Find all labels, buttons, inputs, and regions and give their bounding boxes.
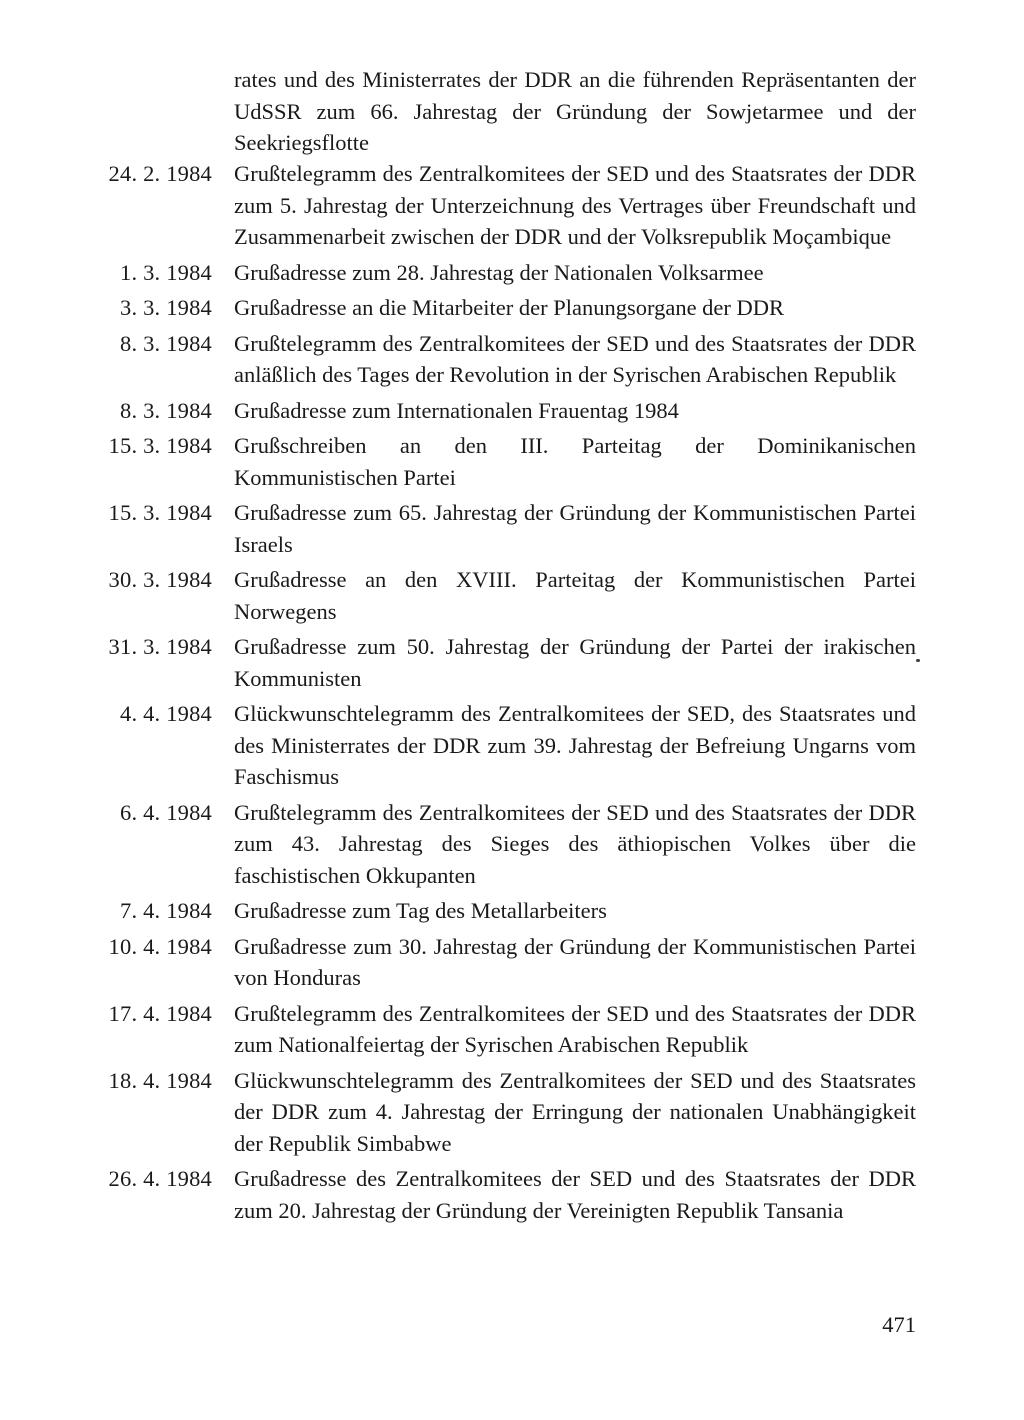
entry-text: Grußtelegramm des Zentralkomitees der SED und des Staatsrates der DDR zum 5. Jahrestag der Unterzeichnung des Vertrages über Freundschaft und Zusammenarbeit zwischen der DDR und der Volksrepublik Moçambique — [234, 161, 916, 249]
list-item — [94, 430, 916, 493]
list-item — [94, 257, 916, 289]
entry-date: 18. 4. 1984 — [108, 1067, 212, 1093]
entry-text: Grußtelegramm des Zentralkomitees der SED und des Staatsrates der DDR zum 43. Jahrestag des Sieges des äthiopischen Volkes über die faschistischen Okkupanten — [234, 799, 916, 888]
entry-date: 30. 3. 1984 — [108, 567, 212, 592]
entry-date: 15. 3. 1984 — [108, 433, 212, 458]
entry-date: 24. 2. 1984 — [108, 161, 212, 186]
entry-date: 3. 3. 1984 — [120, 295, 212, 320]
entry-text: Glückwunschtelegramm des Zentralkomitees der SED, des Staatsrates und des Ministerrates der DDR zum 39. Jahrestag der Befreiung Ungarns vom Faschismus — [234, 701, 916, 789]
entry-date: 17. 4. 1984 — [108, 1000, 212, 1026]
entry-text: Grußadresse zum 28. Jahrestag der Nationalen Volksarmee — [234, 259, 764, 285]
entry-text: Grußadresse zum Tag des Metallarbeiters — [234, 898, 607, 923]
entry-date: 8. 3. 1984 — [120, 330, 212, 356]
entry-date: 15. 3. 1984 — [108, 500, 212, 525]
entry-text: Grußadresse an die Mitarbeiter der Planungsorgane der DDR — [234, 295, 785, 320]
list-item — [94, 631, 916, 694]
list-item — [94, 931, 916, 994]
entry-text: Grußtelegramm des Zentralkomitees der SED und des Staatsrates der DDR anläßlich des Tages der Revolution in der Syrischen Arabischen Republik — [234, 330, 916, 387]
print-speck — [916, 659, 920, 662]
entry-date: 6. 4. 1984 — [120, 799, 212, 825]
entry-text: Glückwunschtelegramm des Zentralkomitees der SED und des Staatsrates der DDR zum 4. Jahrestag der Erringung der nationalen Unabhängigkeit der Republik Simbabwe — [234, 1067, 916, 1156]
list-item — [94, 328, 916, 391]
entry-date: 7. 4. 1984 — [120, 898, 212, 923]
chronology-list — [94, 158, 916, 1230]
list-item — [94, 564, 916, 627]
list-item — [94, 1163, 916, 1226]
entry-text: Grußadresse zum 50. Jahrestag der Gründung der Partei der irakischen Kommunisten — [234, 634, 916, 691]
list-item — [94, 158, 916, 253]
entry-text: Grußadresse des Zentralkomitees der SED und des Staatsrates der DDR zum 20. Jahrestag der Gründung der Vereinigten Republik Tansania — [234, 1166, 916, 1223]
entry-date: 8. 3. 1984 — [120, 397, 212, 423]
entry-date: 31. 3. 1984 — [108, 634, 212, 659]
list-item — [94, 1065, 916, 1160]
continuation-text: rates und des Ministerrates der DDR an die führenden Repräsentanten der UdSSR zum 66. Jahrestag der Gründung der Sowjetarmee und der Seekriegsflotte — [234, 67, 916, 155]
entry-text: Grußadresse zum 65. Jahrestag der Gründung der Kommunistischen Partei Israels — [234, 500, 916, 557]
page-number: 471 — [882, 1312, 916, 1337]
list-item — [94, 998, 916, 1061]
list-item — [94, 895, 916, 927]
entry-date: 10. 4. 1984 — [108, 933, 212, 959]
list-item — [94, 698, 916, 793]
entry-date: 26. 4. 1984 — [108, 1166, 212, 1191]
entry-date: 4. 4. 1984 — [120, 701, 212, 726]
entry-date: 1. 3. 1984 — [120, 259, 212, 285]
list-item — [94, 797, 916, 892]
entry-text: Grußadresse an den XVIII. Parteitag der Kommunistischen Partei Norwegens — [234, 567, 916, 624]
list-item — [94, 497, 916, 560]
entry-text: Grußtelegramm des Zentralkomitees der SED und des Staatsrates der DDR zum Nationalfeiertag der Syrischen Arabischen Republik — [234, 1000, 916, 1057]
entry-text: Grußschreiben an den III. Parteitag der Dominikanischen Kommunistischen Partei — [234, 433, 916, 490]
list-item — [94, 395, 916, 427]
entry-text: Grußadresse zum 30. Jahrestag der Gründung der Kommunistischen Partei von Honduras — [234, 933, 916, 990]
list-item — [94, 292, 916, 324]
entry-text: Grußadresse zum Internationalen Frauentag 1984 — [234, 397, 679, 423]
